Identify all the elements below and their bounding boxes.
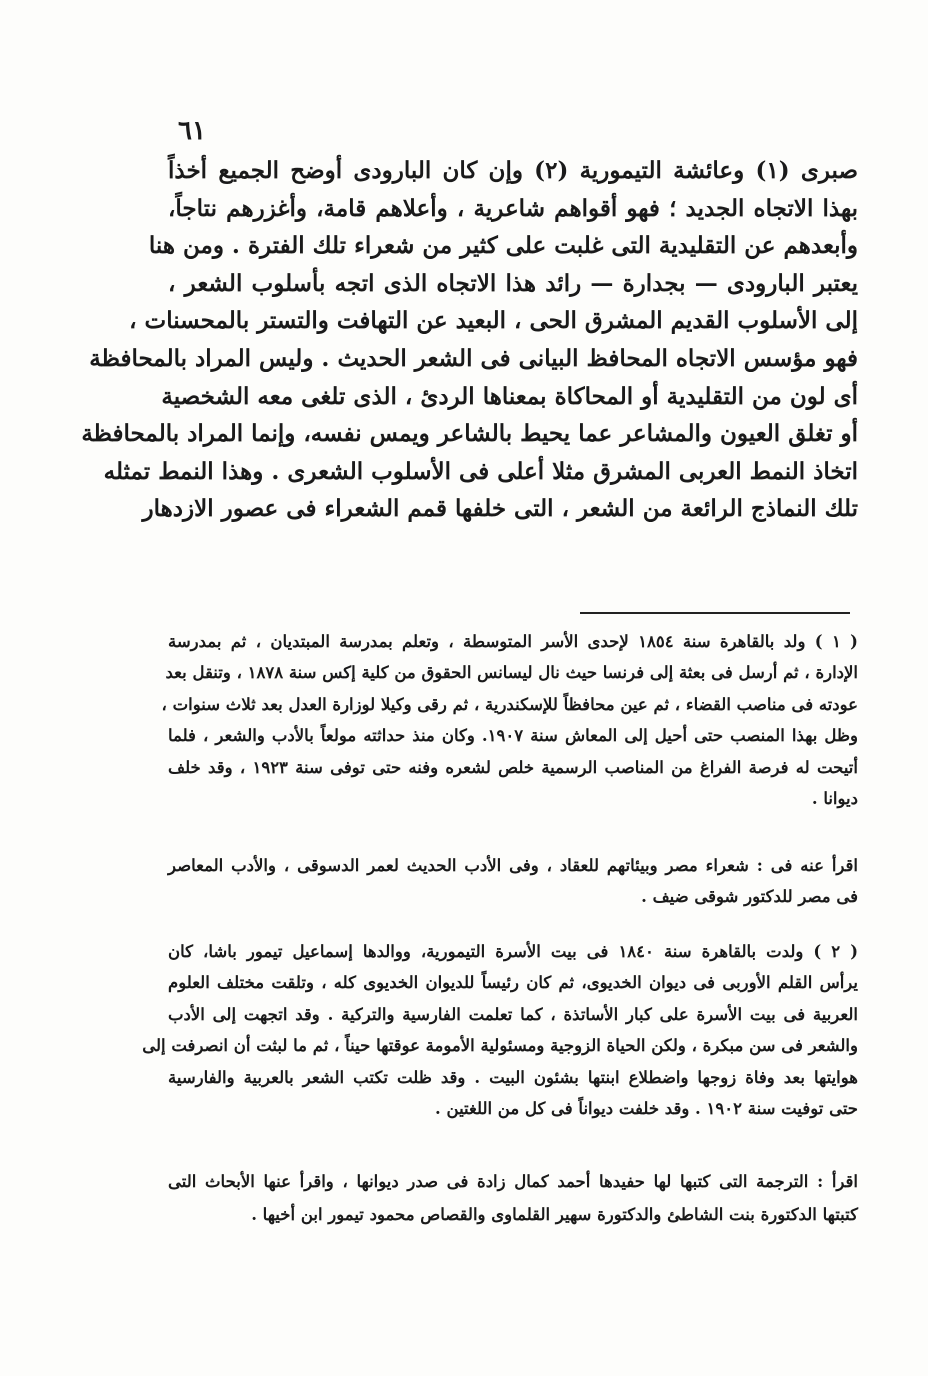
footnote-separator [580, 612, 850, 614]
body-line: صبرى (١) وعائشة التيمورية (٢) وإن كان البارودى أوضح الجميع أخذاً [168, 157, 858, 184]
footnote-line: حتى توفيت سنة ١٩٠٢ . وقد خلفت ديواناً فى كل من اللغتين . [435, 1099, 858, 1119]
footnote-line: هوايتها بعد وفاة زوجها واضطلاع ابنتها بشئون البيت . وقد ظلت تكتب الشعر بالعربية والفارسية [168, 1067, 858, 1087]
footnote-line: اقرأ عنه فى : شعراء مصر وبيئاتهم للعقاد ، وفى الأدب الحديث لعمر الدسوقى ، والأدب المعاصر [168, 856, 858, 875]
footnote-line: ديوانا . [811, 789, 858, 809]
footnote-line: عودته فى مناصب القضاء ، ثم عين محافظاً للإسكندرية ، ثم رقى وكيلا لوزارة العدل بعد ثلاث سنوات ، [161, 694, 858, 714]
footnote-line: وظل بهذا المنصب حتى أحيل إلى المعاش سنة ١٩٠٧. وكان منذ حداثته مولعاً بالأدب والشعر ، فلما [168, 726, 859, 746]
footnote-line: أتيحت له فرصة الفراغ من المناصب الرسمية خلص لشعره وفنه حتى توفى سنة ١٩٢٣ ، وقد خلف [168, 757, 858, 777]
main-body-text [81, 152, 858, 528]
body-line: فهو مؤسس الاتجاه المحافظ البيانى فى الشعر الحديث . وليس المراد بالمحافظة [89, 344, 858, 372]
body-line: إلى الأسلوب القديم المشرق الحى ، البعيد عن التهافت والتستر بالمحسنات ، [129, 307, 858, 335]
body-line: بهذا الاتجاه الجديد ؛ فهو أقواهم شاعرية ، وأعلاهم قامة، وأغزرهم نتاجاً، [168, 194, 858, 222]
footnote-line: فى مصر للدكتور شوقى ضيف . [641, 887, 858, 906]
footnote-line: كتبتها الدكتورة بنت الشاطئ والدكتورة سهير القلماوى والقصاص محمود تيمور ابن أخيها . [251, 1205, 858, 1224]
page-number: ٦١ [178, 116, 206, 146]
body-line: اتخاذ النمط العربى المشرق مثلا أعلى فى الأسلوب الشعرى . وهذا النمط تمثله [103, 457, 858, 485]
footnote-2-reading [168, 1165, 858, 1231]
footnote-line: اقرأ : الترجمة التى كتبها لها حفيدها أحمد كمال زادة فى صدر ديوانها ، واقرأ عنها الأبحاث التى [168, 1172, 858, 1191]
body-line: وأبعدهم عن التقليدية التى غلبت على كثير من شعراء تلك الفترة . ومن هنا [148, 232, 858, 260]
footnote-line: الإدارة ، ثم أرسل فى بعثة إلى فرنسا حيث نال ليسانس الحقوق من كلية إكس سنة ١٨٧٨ ، وتنقل بعد [165, 663, 858, 683]
footnote-line: والشعر فى سن مبكرة ، ولكن الحياة الزوجية ومسئولية الأمومة عوقتها حيناً ، ثم ما لبثت أن انصرفت إلى [142, 1036, 858, 1056]
footnote-2 [142, 936, 858, 1124]
body-line: يعتبر البارودى — بجدارة — رائد هذا الاتجاه الذى اتجه بأسلوب الشعر ، [168, 269, 858, 297]
footnote-1-reading [168, 850, 858, 912]
footnote-1 [161, 626, 859, 814]
footnote-line: ( ٢ ) ولدت بالقاهرة سنة ١٨٤٠ فى بيت الأسرة التيمورية، ووالدها إسماعيل تيمور باشا، كان [168, 942, 858, 961]
body-line: تلك النماذج الرائعة من الشعر ، التى خلفها قمم الشعراء فى عصور الازدهار [142, 495, 858, 523]
body-line: أى لون من التقليدية أو المحاكاة بمعناها الردئ ، الذى تلغى معه الشخصية [161, 382, 858, 410]
body-line: أو تغلق العيون والمشاعر عما يحيط بالشاعر ويمس نفسه، وإنما المراد بالمحافظة [81, 420, 858, 448]
footnote-line: ( ١ ) ولد بالقاهرة سنة ١٨٥٤ لإحدى الأسر المتوسطة ، وتعلم بمدرسة المبتديان ، ثم بمدرسة [168, 632, 858, 651]
footnote-line: يرأس القلم الأوربى فى ديوان الخديوى، ثم كان رئيساً للديوان الخديوى كله ، وتلقت مختلف العلوم [168, 973, 858, 993]
footnote-line: العربية فى بيت الأسرة على كبار الأساتذة ، كما تعلمت الفارسية والتركية . وقد اتجهت إلى الأدب [168, 1004, 858, 1024]
